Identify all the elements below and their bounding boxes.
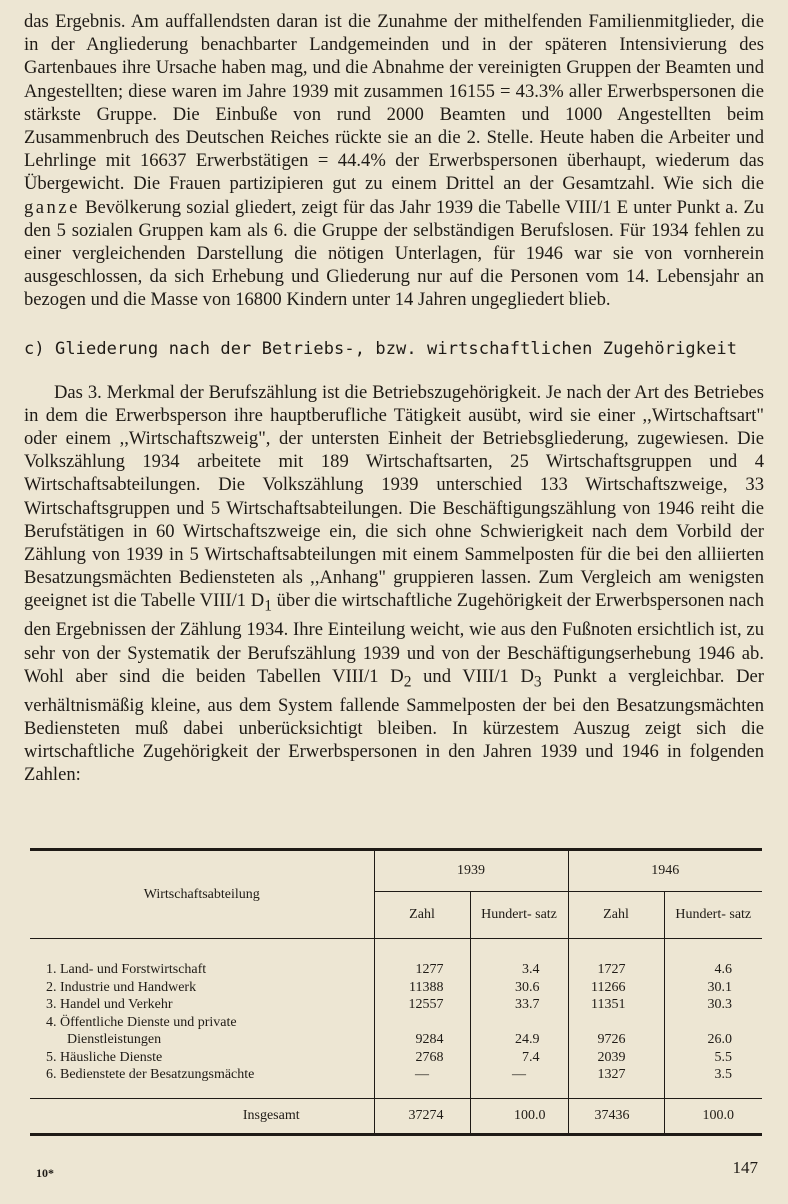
economic-sector-table-wrapper xyxy=(30,848,762,1136)
table-row xyxy=(30,939,762,979)
count-1939: — xyxy=(374,1066,470,1098)
percent-1939: — xyxy=(470,1066,568,1098)
header-year-1939: 1939 xyxy=(374,850,568,892)
total-count-1946: 37436 xyxy=(568,1098,664,1134)
percent-1946: 5.5 xyxy=(714,1049,732,1065)
page-number: 147 xyxy=(732,1158,758,1177)
subscript-1: 1 xyxy=(264,598,272,616)
header-category: Wirtschaftsabteilung xyxy=(30,850,374,939)
total-count-1939: 37274 xyxy=(374,1098,470,1134)
paragraph-1-part-a: das Ergebnis. Am auffallendsten daran ist die Zunahme der mithelfenden Familienmitglieder, die in der Angliederung benachbarter Landgemeinden und in der späteren Intensivierung des Gartenbaues ihre Ursache haben mag, und die Abnahme der vereinigten Gruppen der Beamten und Angestellten; diese waren im Jahre 1939 mit zusammen 16155 = 43.3% aller Erwerbspersonen die stärkste Gruppe. Die Einbuße von rund 2000 Beamten und 1000 Angestellten beim Zusammenbruch des Deutschen Reiches rückte sie an die 2. Stelle. Heute haben die Arbeiter und Lehrlinge mit 16637 Erwerbstätigen = 44.4% der Erwerbspersonen überhaupt, wiederum das Übergewicht. Die Frauen partizipieren gut zu einem Drittel an der Gesamtzahl. Wie sich die xyxy=(24,11,764,195)
section-heading: c) Gliederung nach der Betriebs-, bzw. wirtschaftlichen Zugehörigkeit xyxy=(24,338,738,359)
header-count-1946: Zahl xyxy=(568,892,664,939)
sheet-signature: 10* xyxy=(36,1166,54,1180)
page-text xyxy=(24,10,764,787)
table-row xyxy=(30,996,762,1014)
percent-1939: 3.4 xyxy=(470,939,568,979)
count-1946: 1727 xyxy=(568,939,664,979)
percent-1939: 7.4 xyxy=(470,1049,568,1067)
subscript-2: 2 xyxy=(403,673,412,691)
paragraph-2-part-b: über die wirtschaftliche Zugehörigkeit der Erwerbspersonen nach den Ergebnissen der Zählung 1934. Ihre Einteilung weicht, wie aus den Fußnoten ersichtlich ist, zu sehr von der Systematik der Berufszählung 1939 und von der Beschäftigungserhebung 1946 ab. Wohl aber sind die beiden Tabellen VIII/1 D xyxy=(24,590,764,687)
row-label: 4. Öffentliche Dienste und private xyxy=(30,1014,374,1032)
header-percent-1939: Hundert- satz xyxy=(470,892,568,939)
count-1939: 1277 xyxy=(374,939,470,979)
count-1939: 12557 xyxy=(374,996,470,1014)
header-percent-1946: Hundert- satz xyxy=(664,892,762,939)
paragraph-2-part-c: und VIII/1 D xyxy=(411,665,534,687)
table-row xyxy=(30,1066,762,1098)
count-1946: 2039 xyxy=(568,1049,664,1067)
total-label: Insgesamt xyxy=(30,1098,374,1134)
table-row xyxy=(30,1014,762,1032)
table-row xyxy=(30,979,762,997)
economic-sector-table xyxy=(30,848,762,1136)
percent-1939: 24.9 xyxy=(470,1031,568,1049)
subscript-3: 3 xyxy=(533,673,542,691)
row-label: 6. Bedienstete der Besatzungsmächte xyxy=(30,1066,374,1098)
count-1939: 2768 xyxy=(374,1049,470,1067)
percent-1939: 33.7 xyxy=(470,996,568,1014)
row-label-continued: Dienstleistungen xyxy=(30,1031,374,1049)
paragraph-2 xyxy=(24,381,764,787)
percent-1946: 30.1 xyxy=(707,979,732,995)
count-1939: 11388 xyxy=(374,979,470,997)
percent-1946: 30.3 xyxy=(707,997,732,1012)
row-label: 1. Land- und Forstwirtschaft xyxy=(30,939,374,979)
header-count-1939: Zahl xyxy=(374,892,470,939)
header-year-1946: 1946 xyxy=(568,850,762,892)
paragraph-2-part-a: Das 3. Merkmal der Berufszählung ist die Betriebszugehörigkeit. Je nach der Art des Betriebes in dem die Erwerbsperson ihre hauptberufliche Tätigkeit ausübt, wird sie einer ,,Wirtschaftsart" oder einem ,,Wirtschaftszweig", der untersten Einheit der Betriebsgliederung, zugewiesen. Die Volkszählung 1934 arbeitete mit 189 Wirtschaftsarten, 25 Wirtschaftsgruppen und 4 Wirtschaftsabteilungen. Die Volkszählung 1939 unterschied 133 Wirtschaftszweige, 33 Wirtschaftsgruppen und 5 Wirtschaftsabteilungen. Die Beschäftigungszählung von 1946 reiht die Berufstätigen in 60 Wirtschaftszweige ein, die sich ohne Schwierigkeit nach dem Vorbild der Zählung von 1939 in 5 Wirtschaftsabteilungen mit einem Sammelposten für die bei den alliierten Besatzungsmächten Bediensteten als ,,Anhang" gruppieren lassen. Zum Vergleich am wenigsten geeignet ist die Tabelle VIII/1 D xyxy=(24,381,764,612)
percent-1946: 26.0 xyxy=(707,1032,732,1047)
paragraph-1-part-b: Bevölkerung sozial gliedert, zeigt für das Jahr 1939 die Tabelle VIII/1 E unter Punkt a. Zu den 5 sozialen Gruppen kam als 6. die Gruppe der selbständigen Berufslosen. Für 1934 fehlen zu einer vergleichenden Darstellung die nötigen Unterlagen, für 1946 war sie von vornherein ausgeschlossen, da sich Erhebung und Gliederung nur auf die Personen vom 14. Lebensjahr an bezogen und die Masse von 16800 Kindern unter 14 Jahren ungegliedert blieb. xyxy=(24,196,764,311)
count-1946: 11351 xyxy=(568,996,664,1014)
count-1946: 1327 xyxy=(568,1066,664,1098)
total-percent-1946: 100.0 xyxy=(664,1098,762,1134)
row-label: 2. Industrie und Handwerk xyxy=(30,979,374,997)
paragraph-1 xyxy=(24,10,764,312)
table-row xyxy=(30,1049,762,1067)
row-label: 3. Handel und Verkehr xyxy=(30,996,374,1014)
count-1946: 11266 xyxy=(568,979,664,997)
paragraph-2-part-d: Punkt a vergleichbar. Der verhältnismäßig kleine, aus dem System fallende Sammelposten der bei den Besatzungsmächten Bediensteten muß dabei unberücksichtigt bleiben. In kürzestem Auszug zeigt sich die wirtschaftliche Zugehörigkeit der Erwerbspersonen in den Jahren 1939 und 1946 in folgenden Zahlen: xyxy=(24,665,764,786)
percent-1946: 3.5 xyxy=(714,1067,732,1082)
count-1939: 9284 xyxy=(374,1031,470,1049)
table-row xyxy=(30,1031,762,1049)
percent-1939: 30.6 xyxy=(470,979,568,997)
table-header-years xyxy=(30,850,762,892)
percent-1946: 4.6 xyxy=(714,962,732,977)
emphasis-word: ganze xyxy=(24,196,80,218)
table-total-row xyxy=(30,1098,762,1134)
count-1946: 9726 xyxy=(568,1031,664,1049)
total-percent-1939: 100.0 xyxy=(470,1098,568,1134)
row-label: 5. Häusliche Dienste xyxy=(30,1049,374,1067)
